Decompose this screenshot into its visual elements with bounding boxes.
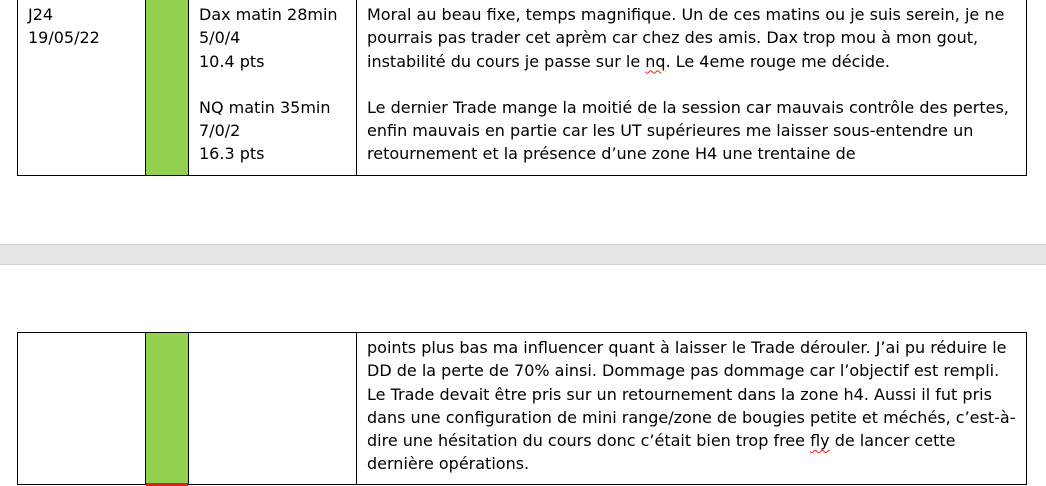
spellcheck-flagged-word: fly (810, 431, 830, 451)
notes-text: de lancer cette dernière opérations. (367, 431, 956, 474)
notes-paragraph-1 (367, 3, 1020, 73)
sessions-cell[interactable] (189, 0, 357, 176)
session-points: 16.3 pts (199, 144, 265, 164)
status-color-cell[interactable] (146, 333, 189, 485)
notes-text: points plus bas ma influencer quant à laisser le Trade dérouler. J’ai pu réduire le DD de la perte de 70% ainsi. Dommage pas dommage car l’objectif est rempli. Le Trade devait être pris sur un retournement dans la zone h4. Aussi il fut pris dans une configuration de mini range/zone de bougies petite et méchés, c’est-à-dire une hésitation du cours donc c’était bien trop free (367, 338, 1016, 451)
session-title: Dax matin 28min (199, 5, 338, 24)
notes-text: Moral au beau fixe, temps magnifique. Un de ces matins ou je suis serein, je ne pourrais pas trader cet aprèm car chez des amis. Dax trop mou à mon gout, instabilité du cours je passe sur le (367, 5, 1005, 71)
day-cell[interactable] (18, 0, 146, 176)
date-label: 19/05/22 (28, 28, 100, 48)
table-row (18, 333, 1027, 485)
session-title: NQ matin 35min (199, 97, 331, 117)
day-label: J24 (28, 5, 54, 24)
notes-paragraph-2: Le dernier Trade mange la moitié de la session car mauvais contrôle des pertes, enfin mauvais en partie car les UT supérieures me laisser sous-entendre un retournement et la présence d’une zone H4 une trentaine de (367, 97, 1009, 164)
day-cell[interactable] (18, 333, 146, 485)
notes-paragraph-continued (367, 336, 1020, 476)
spellcheck-flagged-word: nq (645, 51, 666, 71)
session-points: 10.4 pts (199, 51, 265, 71)
notes-text: . Le 4eme rouge me décide. (665, 51, 890, 71)
journal-table-page1 (17, 0, 1027, 176)
journal-table-page2 (17, 332, 1027, 485)
page-break-gap (0, 244, 1046, 265)
table-row (18, 0, 1027, 176)
sessions-cell[interactable] (189, 333, 357, 485)
notes-cell[interactable] (357, 333, 1027, 485)
notes-cell[interactable] (357, 0, 1027, 176)
status-color-cell[interactable] (146, 0, 189, 176)
session-stats: 5/0/4 (199, 28, 241, 48)
session-dax (199, 3, 350, 73)
session-nq (199, 96, 350, 166)
session-stats: 7/0/2 (199, 121, 241, 141)
